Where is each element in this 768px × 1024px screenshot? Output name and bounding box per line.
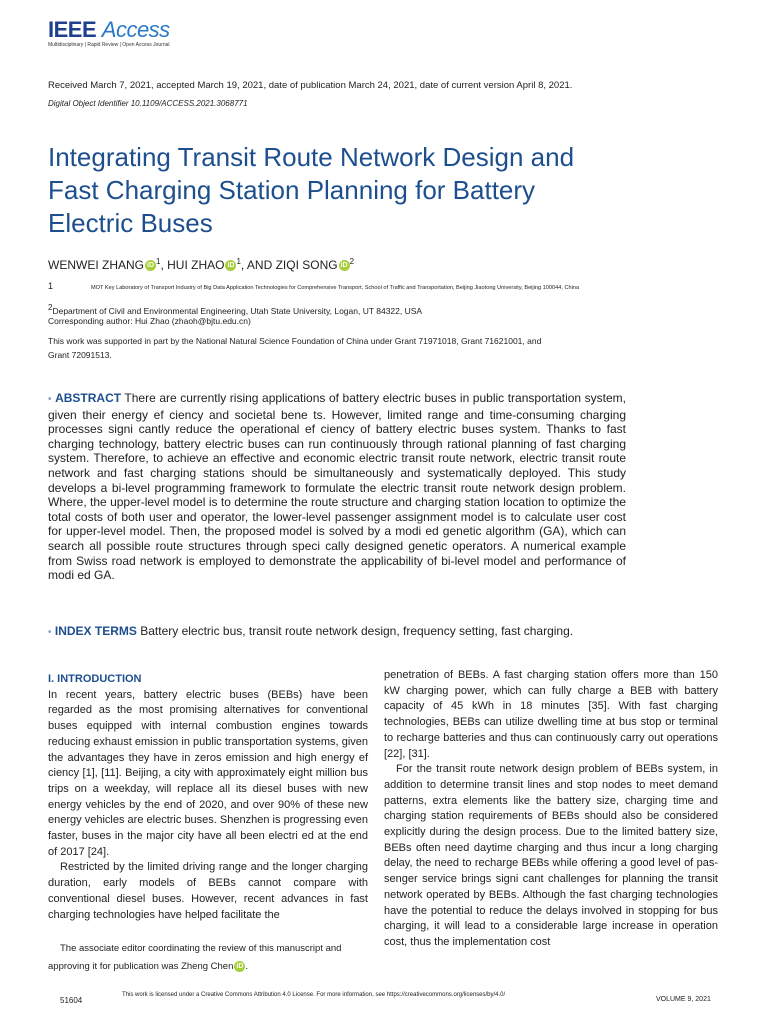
paragraph: In recent years, battery electric buses (BEBs) have been regarded as the most promising alternatives for conventional buses equipped with internal combustion engines towards reducing exhaust emission in public transportation systems, given the advantages they have in zeros emission and high energy ef ciency [1], [11]. Beijing, a city with approximately eight million bus trips on a weekday, will replace all its diesel buses with new energy vehicles by the end of 2020, and over 90% of these new energy vehicles are electric buses. Shenzhen is progressing even faster, buses in the major city have all been electri ed at the end of 2017 [24].	[48, 688, 368, 858]
bullet-icon: •	[48, 394, 52, 405]
affiliation-2-text: Department of Civil and Environmental Engineering, Utah State University, Logan, UT 84322, USA	[52, 305, 423, 316]
paragraph: Restricted by the limited driving range and the longer charging duration, early models of BEBs cannot compare with conventional diesel buses. However, recent advances in fast charging technologies have helped facilitate the	[48, 861, 368, 921]
index-terms-label: INDEX TERMS	[54, 624, 137, 638]
abstract	[48, 391, 626, 583]
volume-info: VOLUME 9, 2021	[656, 996, 711, 1003]
affiliation-2-num: 2	[48, 303, 53, 312]
paragraph: For the transit route network design problem of BEBs system, in addition to determine transit lines and stop nodes to meet demand patterns, extra elements like the battery size, charging time and charging station requirements of BEBs should also be considered explicitly during the design process. Due to the limited battery size, BEBs often need daytime charging and thus incur a long charging delay, the need to recharge BEBs while offering a good level of pas-senger service brings signi cant challenges for planning the transit network operated by BEBs. Although the fast charging technologies have the potential to reduce the delays involved in stopping for bus charging, it will lead to a considerable large increase in operation cost, thus the implementation cost	[384, 763, 718, 948]
logo-tagline: Multidisciplinary | Rapid Review | Open Access Journal	[48, 42, 170, 48]
section-heading: I. INTRODUCTION	[48, 673, 142, 685]
affiliation-2	[48, 303, 422, 316]
abstract-label: ABSTRACT	[55, 391, 122, 405]
paragraph: penetration of BEBs. A fast charging station offers more than 150 kW charging power, which can fully charge a BEB with battery capacity of 45 kWh in 18 minutes [35]. With fast charging technologies, BEBs can utilize dwelling time at bus stop or terminal to recharge batteries and thus can continuously carry out operations [22], [31].	[384, 669, 718, 760]
paper-title: Integrating Transit Route Network Design and Fast Charging Station Planning for Battery Electric Buses	[48, 142, 575, 238]
index-terms	[48, 624, 648, 638]
doi: Digital Object Identifier 10.1109/ACCESS.2021.3068771	[48, 99, 248, 108]
logo-ieee: IEEE	[48, 17, 97, 42]
orcid-icon[interactable]: iD	[340, 262, 348, 270]
page-number: 51604	[60, 996, 83, 1005]
author-3: , AND ZIQI SONG	[240, 258, 338, 272]
right-column	[384, 668, 718, 951]
orcid-icon[interactable]: iD	[227, 262, 235, 270]
orcid-icon[interactable]: iD	[147, 262, 154, 270]
corresponding-author: Corresponding author: Hui Zhao (zhaoh@bjtu.edu.cn)	[48, 316, 251, 326]
orcid-icon[interactable]: iD	[236, 962, 244, 970]
funding-note: This work was supported in part by the National Natural Science Foundation of China under Grant 71971018, Grant 71621001, and Grant 72091513.	[48, 336, 542, 360]
footnote-text: The associate editor coordinating the review of this manuscript and approving it for publication was Zheng Chen	[48, 943, 342, 972]
author-1: WENWEI ZHANG	[48, 258, 144, 272]
affiliation-1-num: 1	[48, 281, 54, 291]
abstract-text: There are currently rising applications of battery electric buses in public transportation system, given their energy ef ciency and societal bene ts. However, limited range and time-consuming charging processes signi cantly reduce the operational ef ciency of battery electric buses system. Thanks to fast charging technology, battery electric buses can run continuously through rational planning of fast charging system. Therefore, to achieve an effective and economic electric transit route network, electric transit route network and fast charging stations should be simultaneously and systematically deployed. This study develops a bi-level programming framework to formulate the electric transit route network design problem. Where, the upper-level model is to determine the route structure and charging station location to optimize the total costs of both user and operator, the lower-level passenger assignment model is to calculate user cost for upper-level model. Then, the proposed model is solved by a modi ed genetic algorithm (GA), which can search all possible route structures through speci cally designed genetic operators. A numerical example from Swiss road network is employed to demonstrate the applicability of bi-level model and performance of modi ed GA.	[48, 391, 626, 583]
affiliation-1	[48, 282, 608, 293]
editor-footnote	[48, 940, 368, 976]
author-3-affil: 2	[349, 257, 355, 266]
author-1-affil: 1	[156, 257, 161, 266]
left-column	[48, 672, 368, 923]
index-terms-text: Battery electric bus, transit route network design, frequency setting, fast charging.	[140, 624, 574, 638]
logo-access: Access	[101, 17, 170, 42]
bullet-icon: •	[48, 627, 52, 638]
logo-wordmark	[48, 18, 170, 42]
author-2: , HUI ZHAO	[160, 258, 225, 272]
license-note: This work is licensed under a Creative Commons Attribution 4.0 License. For more information, see https://creativecommons.org/licenses/by/4.0/	[122, 992, 506, 998]
author-2-affil: 1	[236, 257, 241, 266]
footnote-end: .	[245, 961, 249, 972]
received-dates: Received March 7, 2021, accepted March 19, 2021, date of publication March 24, 2021, date of current version April 8, 2021.	[48, 80, 573, 91]
journal-logo	[48, 18, 170, 49]
affiliation-1-text: MOT Key Laboratory of Transport Industry of Big Data Application Technologies for Comprehensive Transport, School of Traffic and Transportation, Beijing Jiaotong University, Beijing 100044, China	[91, 285, 580, 291]
author-list	[48, 257, 354, 272]
